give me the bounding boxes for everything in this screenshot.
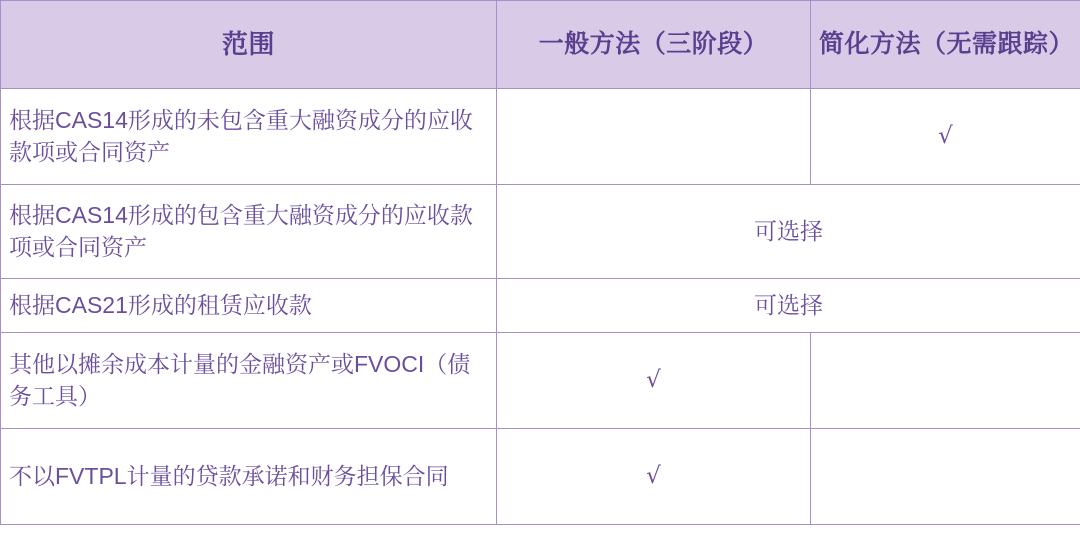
- scope-cell: 不以FVTPL计量的贷款承诺和财务担保合同: [1, 429, 497, 525]
- scope-cell: 根据CAS14形成的未包含重大融资成分的应收款项或合同资产: [1, 89, 497, 185]
- optional-method-cell: 可选择: [497, 279, 1080, 333]
- table-row: [1, 333, 1080, 429]
- table-header: [1, 1, 1080, 89]
- table-row: [1, 89, 1080, 185]
- scope-cell: 其他以摊余成本计量的金融资产或FVOCI（债务工具）: [1, 333, 497, 429]
- general-method-cell: √: [497, 333, 811, 429]
- table-row: [1, 185, 1080, 279]
- general-method-cell: [497, 89, 811, 185]
- column-header-simplified-method: 简化方法（无需跟踪）: [811, 1, 1080, 89]
- column-header-scope: 范围: [1, 1, 497, 89]
- table-header-row: [1, 1, 1080, 89]
- simplified-method-cell: [811, 333, 1080, 429]
- column-header-general-method: 一般方法（三阶段）: [497, 1, 811, 89]
- scope-cell: 根据CAS14形成的包含重大融资成分的应收款项或合同资产: [1, 185, 497, 279]
- table-row: [1, 429, 1080, 525]
- scope-cell: 根据CAS21形成的租赁应收款: [1, 279, 497, 333]
- simplified-method-cell: √: [811, 89, 1080, 185]
- optional-method-cell: 可选择: [497, 185, 1080, 279]
- table-body: [1, 89, 1080, 525]
- general-method-cell: √: [497, 429, 811, 525]
- table-row: [1, 279, 1080, 333]
- simplified-method-cell: [811, 429, 1080, 525]
